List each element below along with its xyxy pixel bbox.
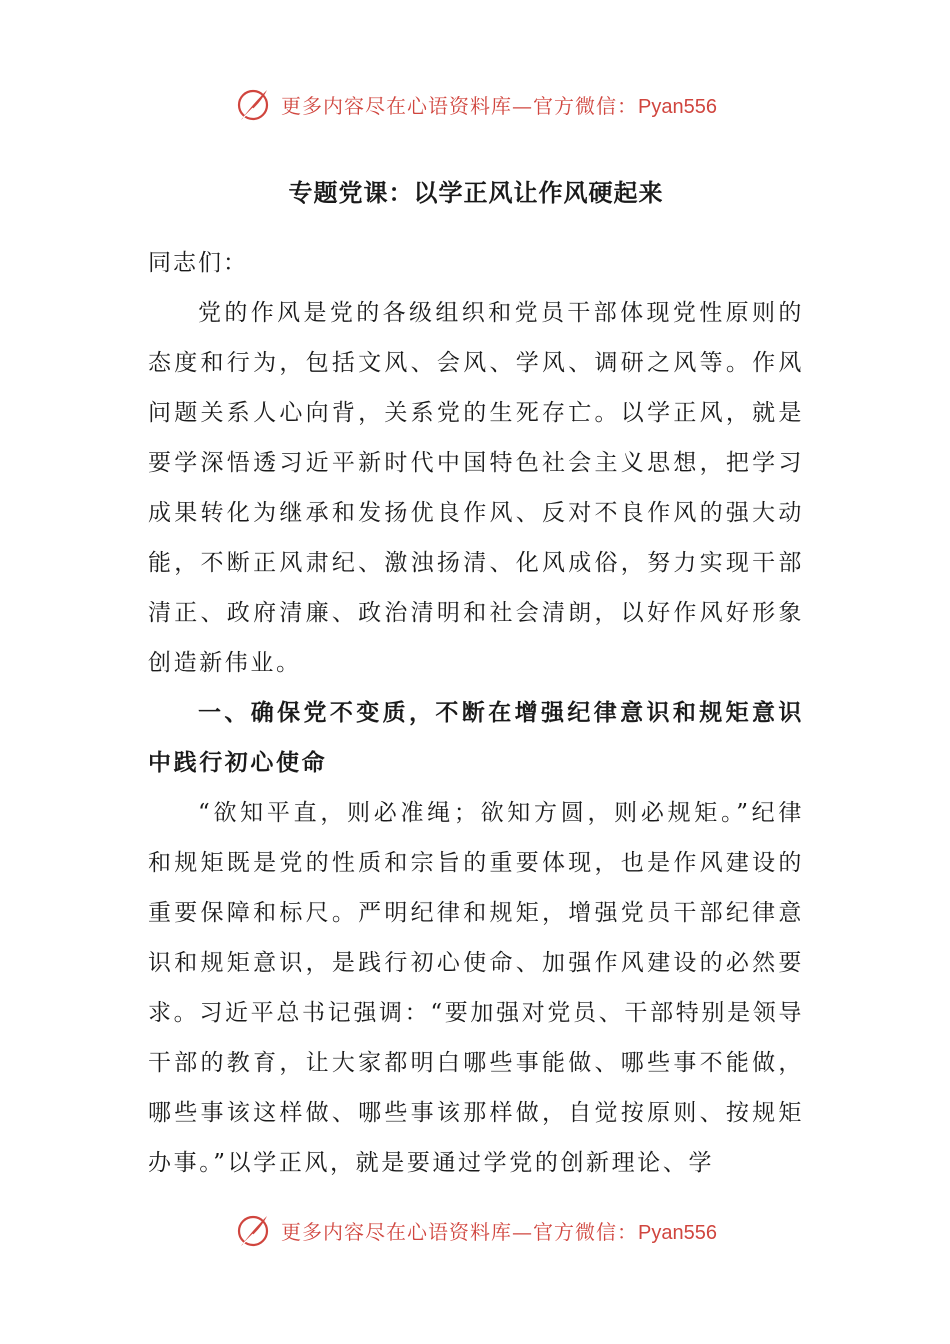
- section-heading-1: 一、确保党不变质，不断在增强纪律意识和规矩意识中践行初心使命: [148, 699, 804, 776]
- footer-banner-text: 更多内容尽在心语资料库—官方微信：Pyan556: [281, 1219, 717, 1244]
- quill-pen-circle-icon: [233, 84, 273, 124]
- header-banner: [0, 82, 950, 126]
- document-body: [148, 168, 804, 1188]
- document-title: 专题党课：以学正风让作风硬起来: [288, 178, 664, 207]
- paragraph-2: “欲知平直，则必准绳；欲知方圆，则必规矩。”纪律和规矩既是党的性质和宗旨的重要体现，也是作风建设的重要保障和标尺。严明纪律和规矩，增强党员干部纪律意识和规矩意识，是践行初心使命、加强作风建设的必然要求。习近平总书记强调：“要加强对党员、干部特别是领导干部的教育，让大家都明白哪些事能做、哪些事不能做，哪些事该这样做、哪些事该那样做，自觉按原则、按规矩办事。”以学正风，就是要通过学党的创新理论、学: [148, 800, 804, 1176]
- quill-pen-circle-icon: [233, 1210, 273, 1250]
- footer-banner: [0, 1208, 950, 1252]
- paragraph-1: 党的作风是党的各级组织和党员干部体现党性原则的态度和行为，包括文风、会风、学风、调研之风等。作风问题关系人心向背，关系党的生死存亡。以学正风，就是要学深悟透习近平新时代中国特色社会主义思想，把学习成果转化为继承和发扬优良作风、反对不良作风的强大动能，不断正风肃纪、激浊扬清、化风成俗，努力实现干部清正、政府清廉、政治清明和社会清朗，以好作风好形象创造新伟业。: [148, 300, 804, 676]
- greeting: 同志们：: [148, 250, 248, 276]
- header-banner-text: 更多内容尽在心语资料库—官方微信：Pyan556: [281, 93, 717, 118]
